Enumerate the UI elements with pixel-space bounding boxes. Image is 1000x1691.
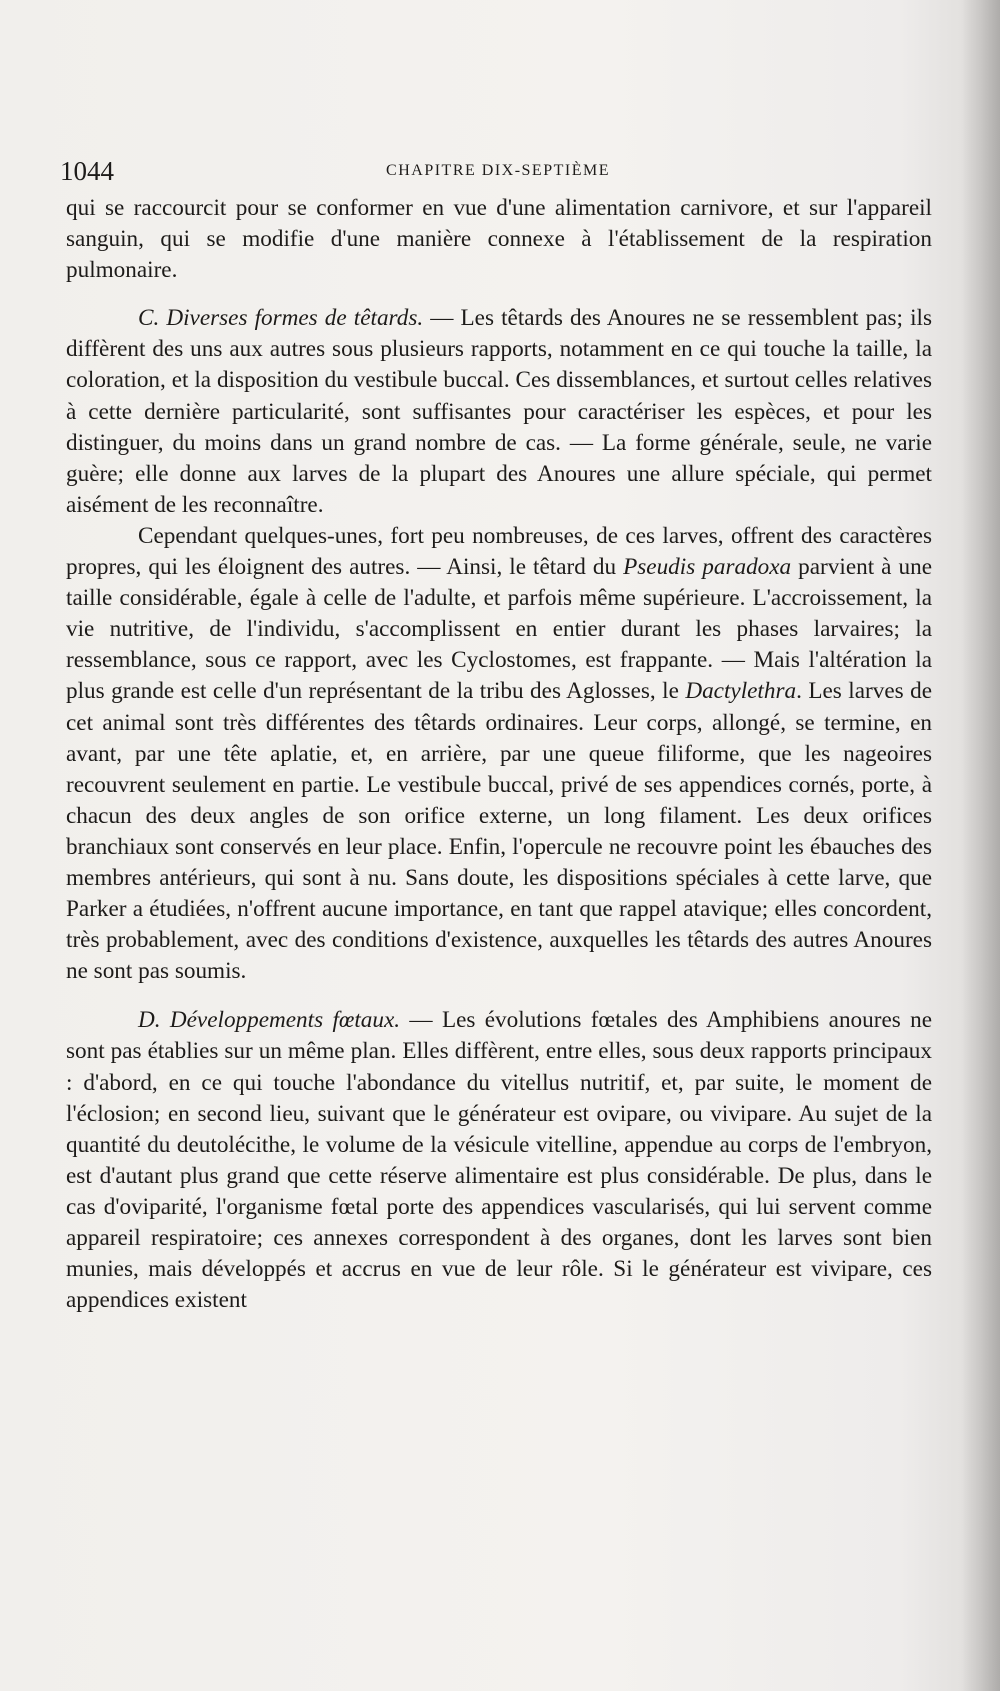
section-heading-d: D. Développements fœtaux.: [138, 1007, 401, 1034]
species-pseudis: Pseudis paradoxa: [623, 554, 792, 581]
running-title: CHAPITRE DIX-SEPTIÈME: [386, 162, 610, 179]
section-heading-c: C. Diverses formes de têtards.: [138, 305, 424, 332]
species-dactylethra: Dactylethra: [685, 678, 797, 705]
paragraph-3-text-b: parvient à une taille considérable, égale à celle de l'adulte, et parfois même supérieure. L'accroissement, la vie nutritive, de l'individu, s'accomplissent en entier durant les phases larvaires; la ressemblance, sous ce rapport, avec les Cyclostomes, est frappante. — Mais l'altération la plus grande est celle d'un représentant de la tribu des Aglosses, le: [66, 554, 932, 705]
paragraph-special-larvae: [66, 521, 932, 987]
page-spine-shadow: [962, 0, 1000, 1691]
paragraph-3-text-a: Cependant quelques-unes, fort peu nombreuses, de ces larves, offrent des caractères propres, qui les éloignent des autres. — Ainsi, le têtard du: [66, 522, 932, 581]
paragraph-2-text: — Les têtards des Anoures ne se ressemblent pas; ils diffèrent des uns aux autres sous plusieurs rapports, notamment en ce qui touche la taille, la coloration, et la disposition du vestibule buccal. Ces dissemblances, et surtout celles relatives à cette dernière particularité, sont suffisantes pour caractériser les espèces, et pour les distinguer, du moins dans un grand nombre de cas. — La forme générale, seule, ne varie guère; elle donne aux larves de la plupart des Anoures une allure spéciale, qui permet aisément de les reconnaître.: [66, 305, 932, 518]
paragraph-3-text-c: . Les larves de cet animal sont très différentes des têtards ordinaires. Leur corps, allongé, se termine, en avant, par une tête aplatie, et, en arrière, par une queue filiforme, que les nageoires recouvrent seulement en partie. Le vestibule buccal, privé de ses appendices cornés, porte, à chacun des deux angles de son orifice externe, un long filament. Les deux orifices branchiaux sont conservés en leur place. Enfin, l'opercule ne recouvre point les ébauches des membres antérieurs, qui sont à nu. Sans doute, les dispositions spéciales à cette larve, que Parker a étudiées, n'offrent aucune importance, en tant que rappel atavique; elles concordent, très probablement, avec des conditions d'existence, auxquelles les têtards des autres Anoures ne sont pas soumis.: [66, 678, 932, 985]
page-header: [60, 154, 936, 188]
paragraph-1-text: qui se raccourcit pour se conformer en vue d'une alimentation carnivore, et sur l'appareil sanguin, qui se modifie d'une manière connexe à l'établissement de la respiration pulmonaire.: [66, 195, 932, 284]
paragraph-fetal-development: [66, 1005, 932, 1316]
paragraph-4-text: — Les évolutions fœtales des Amphibiens anoures ne sont pas établies sur un même plan. Elles diffèrent, entre elles, sous deux rapports principaux : d'abord, en ce qui touche l'abondance du vitellus nutritif, et, par suite, le moment de l'éclosion; en second lieu, suivant que le générateur est ovipare, ou vivipare. Au sujet de la quantité du deutolécithe, le volume de la vésicule vitelline, appendue au corps de l'embryon, est d'autant plus grand que cette réserve alimentaire est plus considérable. De plus, dans le cas d'oviparité, l'organisme fœtal porte des appendices vascularisés, qui lui servent comme appareil respiratoire; ces annexes correspondent à des organes, dont les larves sont bien munies, mais développés et accrus en vue de leur rôle. Si le générateur est vivipare, ces appendices existent: [66, 1007, 932, 1314]
paragraph-continuation: [66, 193, 932, 286]
paragraph-tadpole-forms: [66, 303, 932, 521]
page-number: 1044: [60, 156, 114, 186]
body-text: [66, 193, 932, 1316]
